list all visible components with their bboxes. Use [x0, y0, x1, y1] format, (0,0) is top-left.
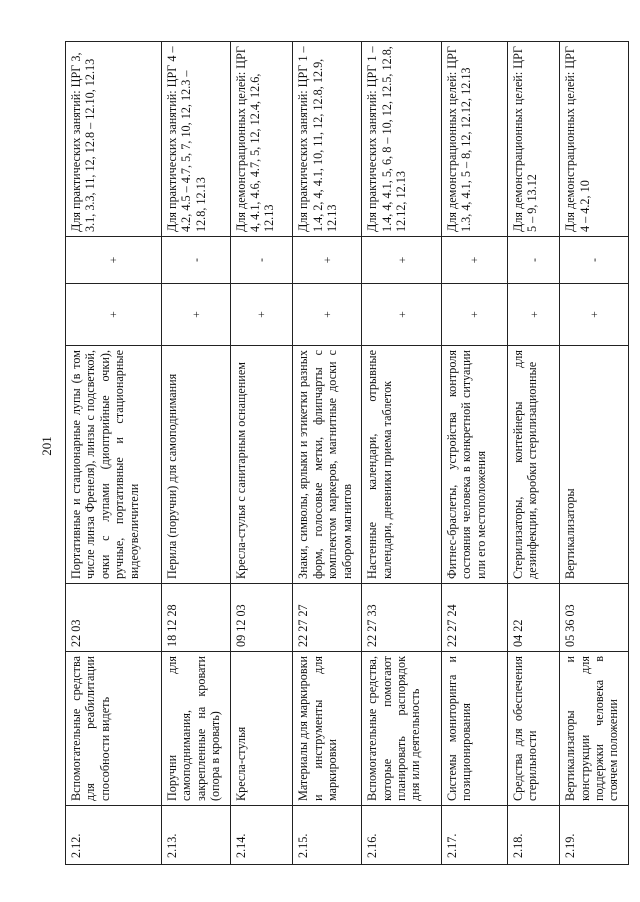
table-row — [508, 42, 560, 865]
table-row — [560, 42, 629, 865]
availability-mark: - — [161, 237, 230, 284]
aid-code: 22 03 — [66, 584, 162, 652]
availability-mark: - — [508, 237, 560, 284]
aid-code: 04 22 — [508, 584, 560, 652]
availability-mark: + — [362, 237, 442, 284]
aid-name: Вертикализаторы и конструкции для поддержки человека в стоячем положении — [560, 652, 629, 806]
usage-note: Для практических занятий: ЦРГ 1 – 1.4, 4, 4.1, 5, 6, 8 – 10, 12, 12.5, 12.8, 12.12, 12.13 — [362, 42, 442, 237]
usage-note: Для демонстрационных целей: ЦРГ 4 – 4.2, 10 — [560, 42, 629, 237]
table-container — [65, 42, 629, 865]
availability-mark: + — [230, 284, 293, 346]
availability-mark: + — [293, 284, 362, 346]
availability-mark: + — [362, 284, 442, 346]
row-number: 2.12. — [66, 806, 162, 865]
availability-mark: + — [442, 284, 508, 346]
table-row — [442, 42, 508, 865]
availability-mark: + — [293, 237, 362, 284]
equipment-table — [65, 41, 629, 865]
aid-code: 05 36 03 — [560, 584, 629, 652]
aid-code: 09 12 03 — [230, 584, 293, 652]
table-row — [230, 42, 293, 865]
usage-note: Для практических занятий: ЦРГ 4 – 4.2, 4.5 – 4.7, 5, 7, 10, 12, 12.3 – 12.8, 12.13 — [161, 42, 230, 237]
availability-mark: + — [508, 284, 560, 346]
availability-mark: + — [161, 284, 230, 346]
aid-code: 22 27 27 — [293, 584, 362, 652]
table-row — [161, 42, 230, 865]
usage-note: Для практических занятий: ЦРГ 1 – 1.4, 2, 4, 4.1, 10, 11, 12, 12.8, 12.9, 12.13 — [293, 42, 362, 237]
row-number: 2.16. — [362, 806, 442, 865]
usage-note: Для демонстрационных целей: ЦРГ 1.3, 4, 4.1, 5 – 8, 12, 12.12, 12.13 — [442, 42, 508, 237]
usage-note: Для демонстрационных целей: ЦРГ 5 – 9, 13.12 — [508, 42, 560, 237]
aid-description: Портативные и стационарные лупы (в том числе линза Френеля), линзы с подсветкой, очки с лупами (диоптрийные очки), ручные, портативные и стационарные видеоувеличители — [66, 346, 162, 584]
usage-note: Для демонстрационных целей: ЦРГ 4, 4.1, 4.6, 4.7, 5, 12, 12.4, 12.6, 12.13 — [230, 42, 293, 237]
aid-name: Кресла-стулья — [230, 652, 293, 806]
aid-description: Кресла-стулья с санитарным оснащением — [230, 346, 293, 584]
aid-name: Материалы для маркировки и инструменты для маркировки — [293, 652, 362, 806]
aid-name: Вспомогательные средства, которые помогают планировать распорядок дня или деятельность — [362, 652, 442, 806]
availability-mark: + — [442, 237, 508, 284]
table-row — [362, 42, 442, 865]
aid-code: 22 27 33 — [362, 584, 442, 652]
table-row — [66, 42, 162, 865]
aid-name: Системы мониторинга и позиционирования — [442, 652, 508, 806]
page-number: 201 — [39, 436, 54, 456]
aid-description: Перила (поручни) для самоподнимания — [161, 346, 230, 584]
row-number: 2.19. — [560, 806, 629, 865]
availability-mark: + — [66, 237, 162, 284]
aid-name: Средства для обеспечения стерильности — [508, 652, 560, 806]
aid-description: Настенные календари, отрывные календари, дневники приема таблеток — [362, 346, 442, 584]
aid-code: 18 12 28 — [161, 584, 230, 652]
row-number: 2.17. — [442, 806, 508, 865]
aid-description: Фитнес-браслеты, устройства контроля состояния человека в конкретной ситуации или его местоположения — [442, 346, 508, 584]
aid-description: Стерилизаторы, контейнеры для дезинфекции, коробки стерилизационные — [508, 346, 560, 584]
row-number: 2.13. — [161, 806, 230, 865]
row-number: 2.14. — [230, 806, 293, 865]
aid-description: Знаки, символы, ярлыки и этикетки разных форм, голосовые метки, флипчарты с комплектом маркеров, магнитные доски с набором магнитов — [293, 346, 362, 584]
table-row — [293, 42, 362, 865]
availability-mark: + — [560, 284, 629, 346]
aid-code: 22 27 24 — [442, 584, 508, 652]
usage-note: Для практических занятий: ЦРГ 3, 3.1, 3.3, 11, 12, 12.8 – 12.10, 12.13 — [66, 42, 162, 237]
row-number: 2.15. — [293, 806, 362, 865]
availability-mark: - — [560, 237, 629, 284]
availability-mark: + — [66, 284, 162, 346]
aid-description: Вертикализаторы — [560, 346, 629, 584]
row-number: 2.18. — [508, 806, 560, 865]
availability-mark: - — [230, 237, 293, 284]
aid-name: Поручни для самоподнимания, закрепленные на кровати (опора в кровать) — [161, 652, 230, 806]
aid-name: Вспомогательные средства для реабилитации способности видеть — [66, 652, 162, 806]
